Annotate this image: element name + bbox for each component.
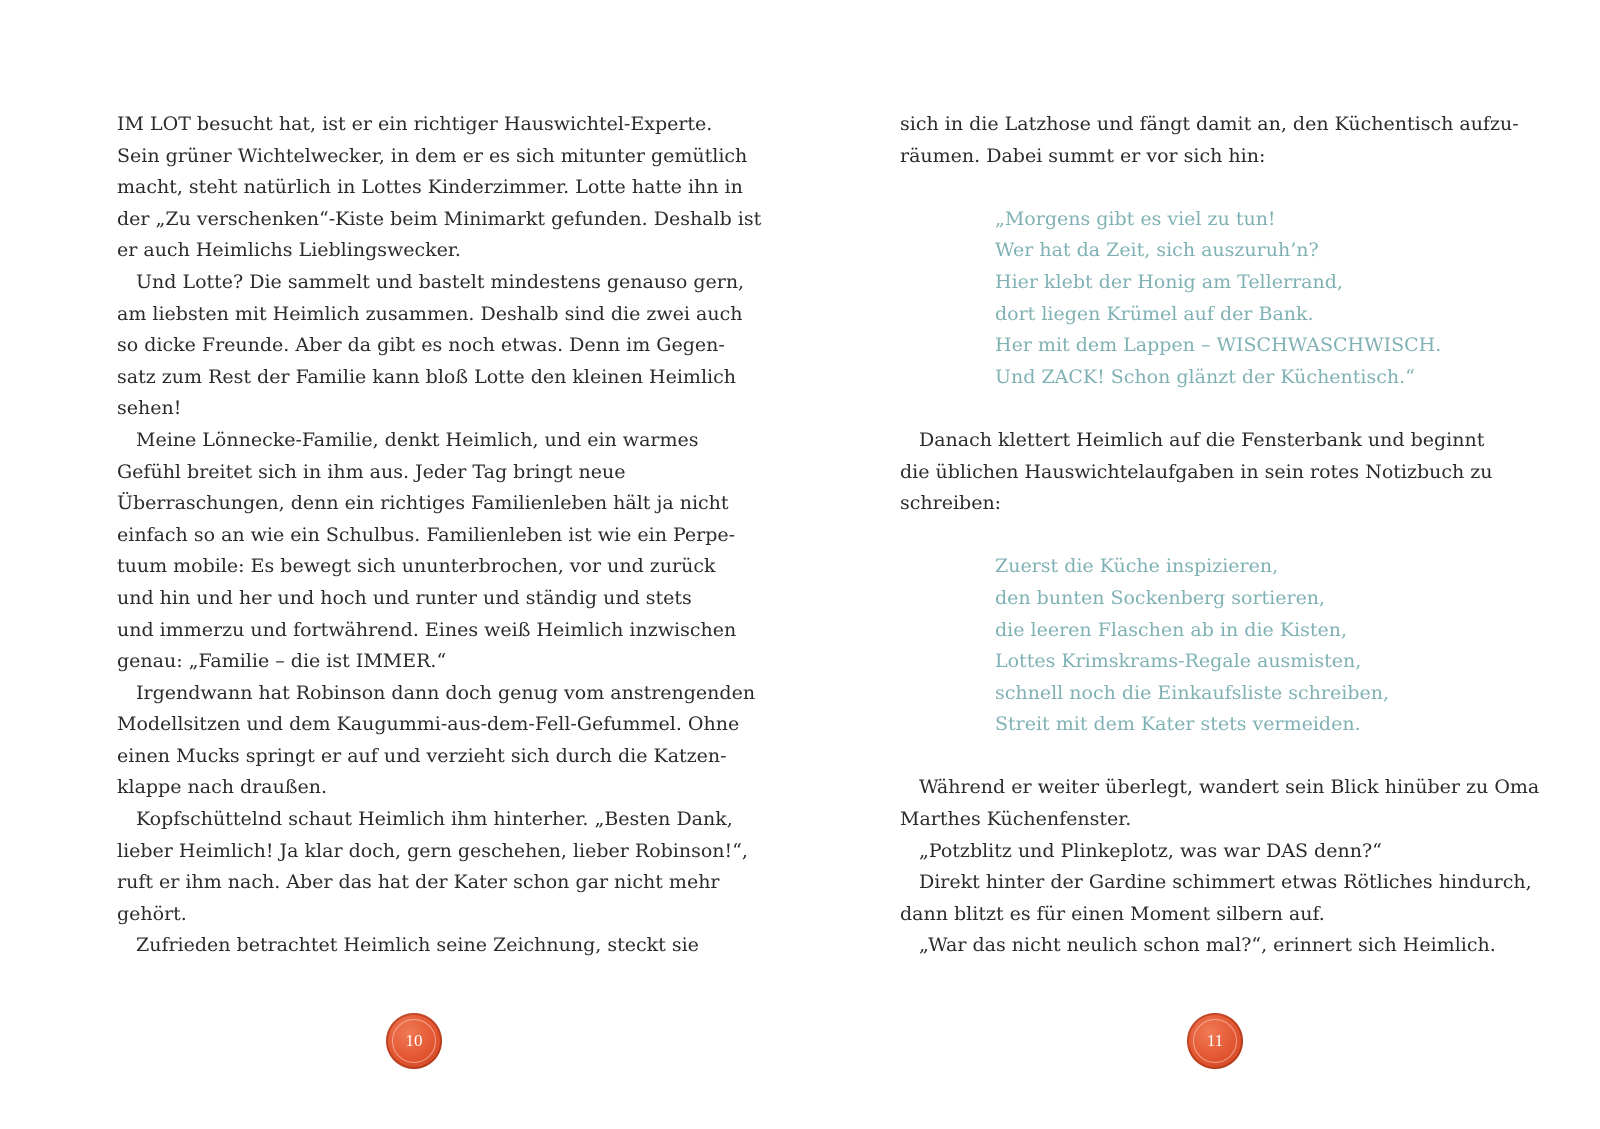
text-line: am liebsten mit Heimlich zusammen. Deshalb sind die zwei auch [117, 302, 743, 325]
text-line: Und Lotte? Die sammelt und bastelt mindestens genauso gern, [136, 270, 745, 293]
text-line: Irgendwann hat Robinson dann doch genug vom anstrengenden [136, 681, 756, 704]
verse-spacer [900, 741, 1490, 773]
text-line: tuum mobile: Es bewegt sich ununterbrochen, vor und zurück [117, 555, 716, 578]
text-line: Meine Lönnecke-Familie, denkt Heimlich, und ein warmes [136, 428, 699, 451]
text-line: die üblichen Hauswichtelaufgaben in sein rotes Notizbuch zu [900, 460, 1493, 483]
text-line: Kopfschüttelnd schaut Heimlich ihm hinterher. „Besten Dank, [136, 808, 733, 831]
task-list-line: Streit mit dem Kater stets vermeiden. [995, 713, 1361, 736]
text-line: Danach klettert Heimlich auf die Fensterbank und beginnt [919, 428, 1485, 451]
verse-spacer [900, 520, 1490, 552]
text-line: und hin und her und hoch und runter und ständig und stets [117, 586, 692, 609]
text-line: einen Mucks springt er auf und verzieht sich durch die Katzen- [117, 744, 727, 767]
song-line: Her mit dem Lappen – WISCHWASCHWISCH. [995, 334, 1442, 357]
verse-spacer [900, 393, 1490, 425]
page-number-badge-right: 11 [1187, 1013, 1243, 1069]
text-line: klappe nach draußen. [117, 776, 328, 799]
left-page [117, 109, 762, 962]
text-line: Marthes Küchenfenster. [900, 808, 1132, 831]
task-list-line: Zuerst die Küche inspizieren, [995, 555, 1279, 578]
text-line: Überraschungen, denn ein richtiges Familienleben hält ja nicht [117, 492, 729, 515]
text-line: er auch Heimlichs Lieblingswecker. [117, 239, 461, 262]
text-line: ruft er ihm nach. Aber das hat der Kater schon gar nicht mehr [117, 871, 720, 894]
text-line: Gefühl breitet sich in ihm aus. Jeder Tag bringt neue [117, 460, 626, 483]
text-line: gehört. [117, 902, 187, 925]
text-line: satz zum Rest der Familie kann bloß Lotte den kleinen Heimlich [117, 365, 736, 388]
text-line: lieber Heimlich! Ja klar doch, gern geschehen, lieber Robinson!“, [117, 839, 748, 862]
text-line: und immerzu und fortwährend. Eines weiß Heimlich inzwischen [117, 618, 737, 641]
text-line: Sein grüner Wichtelwecker, in dem er es sich mitunter gemütlich [117, 144, 748, 167]
text-line: Modellsitzen und dem Kaugummi-aus-dem-Fell-Gefummel. Ohne [117, 713, 740, 736]
text-line: Direkt hinter der Gardine schimmert etwas Rötliches hindurch, [919, 871, 1532, 894]
page-number-badge-left: 10 [386, 1013, 442, 1069]
text-line: einfach so an wie ein Schulbus. Familienleben ist wie ein Perpe- [117, 523, 736, 546]
task-list-line: schnell noch die Einkaufsliste schreiben, [995, 681, 1389, 704]
text-line: macht, steht natürlich in Lottes Kinderzimmer. Lotte hatte ihn in [117, 176, 743, 199]
text-line: der „Zu verschenken“-Kiste beim Minimarkt gefunden. Deshalb ist [117, 207, 762, 230]
right-page [900, 109, 1540, 962]
text-line: sich in die Latzhose und fängt damit an, den Küchentisch aufzu- [900, 113, 1519, 135]
song-line: dort liegen Krümel auf der Bank. [995, 302, 1314, 325]
text-line: Zufrieden betrachtet Heimlich seine Zeichnung, steckt sie [136, 934, 699, 957]
song-line: Wer hat da Zeit, sich auszuruh’n? [995, 239, 1319, 262]
verse-spacer [900, 172, 1490, 204]
song-line: Hier klebt der Honig am Tellerrand, [995, 270, 1343, 293]
text-line: IM LOT besucht hat, ist er ein richtiger Hauswichtel-Experte. [117, 113, 713, 135]
text-line: genau: „Familie – die ist IMMER.“ [117, 650, 447, 673]
task-list-line: die leeren Flaschen ab in die Kisten, [995, 618, 1348, 641]
task-list-line: den bunten Sockenberg sortieren, [995, 586, 1326, 609]
text-line: sehen! [117, 397, 182, 420]
song-line: Und ZACK! Schon glänzt der Küchentisch.“ [995, 365, 1415, 388]
text-line: schreiben: [900, 492, 1002, 515]
text-line: Während er weiter überlegt, wandert sein Blick hinüber zu Oma [919, 776, 1540, 799]
text-line: „War das nicht neulich schon mal?“, erinnert sich Heimlich. [919, 934, 1496, 957]
text-line: dann blitzt es für einen Moment silbern auf. [900, 902, 1325, 925]
text-line: räumen. Dabei summt er vor sich hin: [900, 144, 1266, 167]
task-list-line: Lottes Krimskrams-Regale ausmisten, [995, 650, 1362, 673]
song-line: „Morgens gibt es viel zu tun! [995, 207, 1276, 230]
text-line: so dicke Freunde. Aber da gibt es noch etwas. Denn im Gegen- [117, 334, 725, 357]
text-line: „Potzblitz und Plinkeplotz, was war DAS denn?“ [919, 839, 1382, 862]
